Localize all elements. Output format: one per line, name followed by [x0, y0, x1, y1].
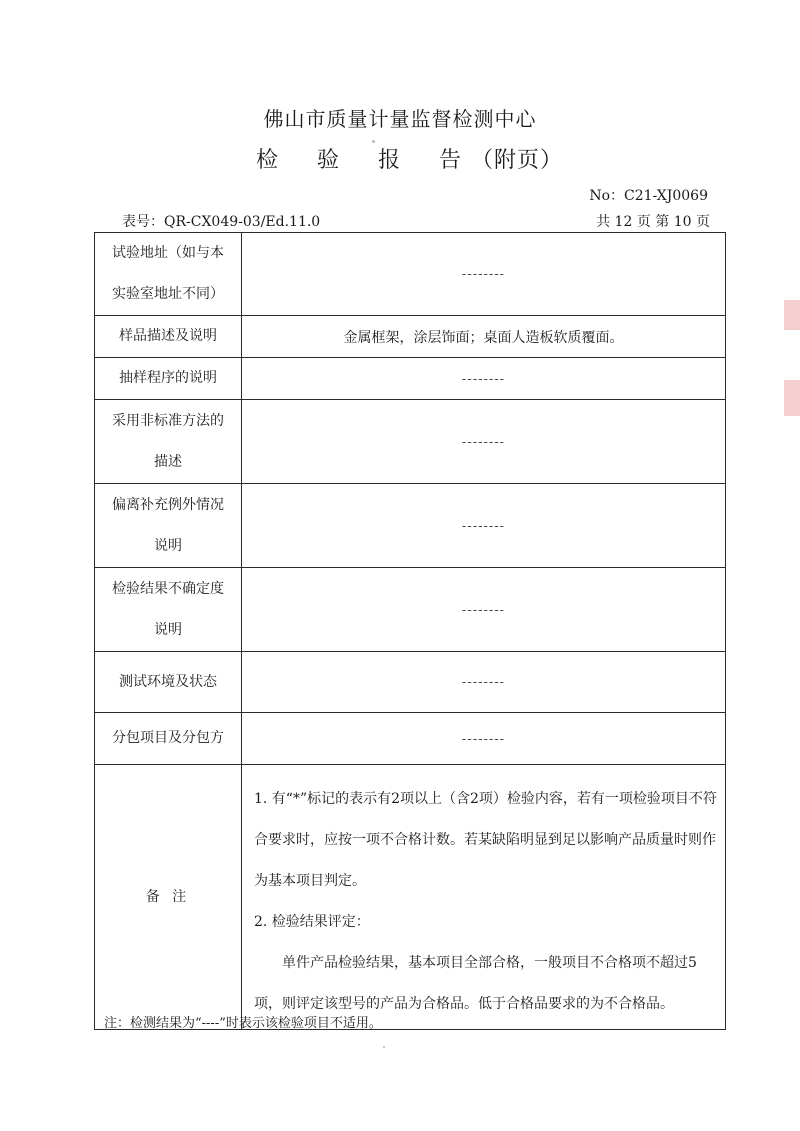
not-applicable-dash: --------: [461, 371, 506, 387]
table-row: [95, 652, 726, 713]
page-info: 共 12 页 第 10 页: [596, 214, 710, 230]
label-line: 测试环境及状态: [119, 673, 217, 690]
report-title: [0, 143, 800, 174]
row-value: 金属框架，涂层饰面；桌面人造板软质覆面。: [242, 316, 726, 358]
note-item-1: 1. 有“*”标记的表示有2项以上（含2项）检验内容，若有一项检验项目不符合要求时，应按一项不合格计数。若某缺陷明显到足以影响产品质量时则作为基本项目判定。: [254, 791, 717, 889]
not-applicable-dash: --------: [461, 731, 506, 747]
table-row: [95, 568, 726, 652]
not-applicable-dash: --------: [461, 602, 506, 618]
table-row: [95, 233, 726, 316]
not-applicable-dash: --------: [461, 434, 506, 450]
seam-stamp-fragment: [784, 380, 800, 416]
label-line: 分包项目及分包方: [112, 730, 224, 746]
report-number: No：C21-XJ0069: [589, 188, 708, 204]
row-value: [242, 713, 726, 765]
title-suffix: （附页）: [471, 148, 564, 173]
table-row: [95, 713, 726, 765]
footnote: 注：检测结果为“----”时表示该检验项目不适用。: [104, 1016, 382, 1031]
not-applicable-dash: --------: [461, 267, 506, 282]
row-value: [242, 484, 726, 568]
label-line: 偏离补充例外情况: [112, 496, 224, 513]
row-label: [95, 233, 242, 316]
report-table: [94, 232, 726, 1030]
seam-stamp-fragment: [784, 300, 800, 330]
scan-speck: [372, 140, 375, 143]
scan-speck: [383, 1046, 385, 1048]
notes-label: 备 注: [95, 765, 242, 1030]
note-item-2-body: 单件产品检验结果，基本项目全部合格，一般项目不合格项不超过5项，则评定该型号的产品为合格品。低于合格品要求的为不合格品。: [254, 955, 697, 1012]
table-row: [95, 358, 726, 400]
label-line: 说明: [154, 621, 182, 638]
label-line: 试验地址（如与本: [112, 245, 224, 261]
row-label: [95, 358, 242, 400]
not-applicable-dash: --------: [461, 675, 506, 690]
row-label: [95, 713, 242, 765]
row-label: [95, 400, 242, 484]
organization-name: 佛山市质量计量监督检测中心: [263, 107, 537, 131]
label-line: 实验室地址不同）: [112, 286, 224, 302]
row-value: [242, 652, 726, 713]
note-item-2-title: 2. 检验结果评定：: [254, 914, 370, 930]
row-value: [242, 568, 726, 652]
row-label: [95, 652, 242, 713]
row-value: [242, 400, 726, 484]
row-label: [95, 484, 242, 568]
row-value: [242, 233, 726, 316]
title-char: 检: [255, 148, 279, 173]
table-row: [95, 316, 726, 358]
not-applicable-dash: --------: [461, 518, 506, 534]
label-line: 检验结果不确定度: [112, 580, 224, 597]
row-label: [95, 316, 242, 358]
table-row: [95, 400, 726, 484]
row-label: [95, 568, 242, 652]
label-line: 抽样程序的说明: [119, 370, 217, 386]
title-char: 验: [316, 148, 340, 173]
label-line: 描述: [154, 453, 182, 470]
table-row-notes: [95, 765, 726, 1030]
label-line: 采用非标准方法的: [112, 412, 224, 429]
label-line: 说明: [154, 537, 182, 554]
row-value: [242, 358, 726, 400]
notes-content: [242, 765, 726, 1030]
title-char: 报: [377, 148, 401, 173]
table-row: [95, 484, 726, 568]
label-line: 样品描述及说明: [119, 328, 217, 344]
form-number: 表号：QR-CX049-03/Ed.11.0: [122, 214, 321, 230]
title-char: 告: [439, 148, 463, 173]
